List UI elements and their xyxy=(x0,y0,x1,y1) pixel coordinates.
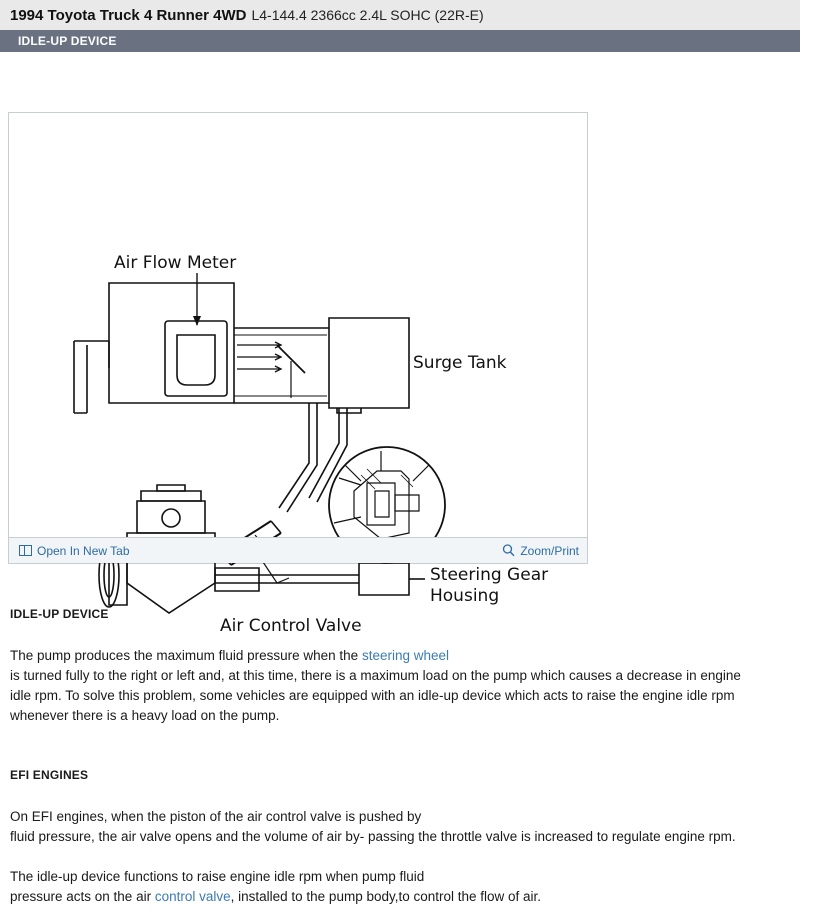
magnifier-icon xyxy=(502,544,515,557)
para1-text-b: is turned fully to the right or left and, at this time, there is a maximum load on the pump which causes a decrease in engine xyxy=(10,668,741,683)
label-housing: Housing xyxy=(430,586,500,606)
section-subtitle-bar xyxy=(0,30,800,52)
para3-text-a: The idle-up device functions to raise engine idle rpm when pump fluid xyxy=(10,869,425,884)
zoom-print-button[interactable] xyxy=(502,544,579,558)
heading-efi-engines: EFI ENGINES xyxy=(10,768,89,782)
section-subtitle-label: IDLE-UP DEVICE xyxy=(18,34,117,48)
heading-idle-up-device: IDLE-UP DEVICE xyxy=(10,607,109,621)
document-title-bar xyxy=(0,0,800,30)
new-tab-icon xyxy=(19,544,32,557)
figure-footer xyxy=(9,537,587,563)
label-steering-gear: Steering Gear xyxy=(430,565,549,585)
para2-text-b: fluid pressure, the air valve opens and the volume of air by- passing the throttle valve is increased to regulate engine rpm. xyxy=(10,829,736,844)
para3-text-b-post: , installed to the pump body,to control the flow of air. xyxy=(230,889,542,904)
steering-wheel-link[interactable]: steering wheel xyxy=(361,648,449,663)
open-in-new-tab-label: Open In New Tab xyxy=(37,543,130,558)
para2-text-a: On EFI engines, when the piston of the air control valve is pushed by xyxy=(10,809,422,824)
label-surge-tank: Surge Tank xyxy=(413,353,507,373)
paragraph-idle-up-function xyxy=(10,867,800,907)
paragraph-idle-up-device xyxy=(10,646,800,726)
label-air-control-valve: Air Control Valve xyxy=(220,616,362,636)
zoom-print-label: Zoom/Print xyxy=(520,543,579,558)
para1-text-d: whenever there is a heavy load on the pump. xyxy=(10,708,280,723)
para1-text-c: idle rpm. To solve this problem, some vehicles are equipped with an idle-up device which acts to raise the engine idle rpm xyxy=(10,688,735,703)
open-in-new-tab-button[interactable] xyxy=(19,544,130,558)
label-air-flow-meter: Air Flow Meter xyxy=(114,253,237,273)
engine-title: L4-144.4 2366cc 2.4L SOHC (22R-E) xyxy=(251,7,484,23)
para3-text-b-pre: pressure acts on the air xyxy=(10,889,155,904)
control-valve-link[interactable]: control valve xyxy=(154,889,231,904)
paragraph-efi-engines xyxy=(10,807,800,847)
vehicle-title: 1994 Toyota Truck 4 Runner 4WD xyxy=(10,6,247,24)
para1-text-a: The pump produces the maximum fluid pressure when the xyxy=(10,648,362,663)
